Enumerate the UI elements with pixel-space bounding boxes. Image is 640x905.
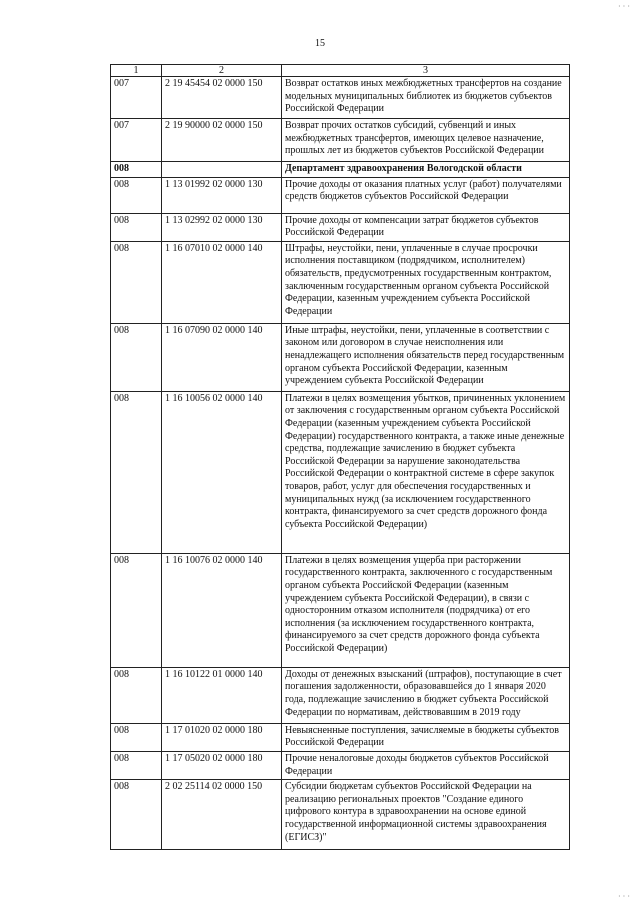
page-number: 15 xyxy=(315,38,325,49)
table-header-row xyxy=(111,65,570,77)
table-row xyxy=(111,177,570,213)
corner-mark-bottom: · · · xyxy=(618,892,630,901)
budget-codes-table xyxy=(110,64,570,850)
revenue-code xyxy=(162,162,282,178)
admin-code: 008 xyxy=(111,751,162,779)
revenue-code: 1 17 05020 02 0000 180 xyxy=(162,751,282,779)
admin-code: 008 xyxy=(111,391,162,553)
table-row xyxy=(111,723,570,751)
revenue-description: Иные штрафы, неустойки, пени, уплаченные в соответствии с законом или договором в случае неисполнения или ненадлежащего исполнения обязательств перед государственным органом субъекта Российской Федерации, казенным учреждением субъекта Российской Федерации xyxy=(282,323,570,391)
header-col-3: 3 xyxy=(282,65,570,77)
revenue-description: Невыясненные поступления, зачисляемые в бюджеты субъектов Российской Федерации xyxy=(282,723,570,751)
revenue-description: Прочие неналоговые доходы бюджетов субъектов Российской Федерации xyxy=(282,751,570,779)
admin-code: 008 xyxy=(111,241,162,323)
admin-code: 008 xyxy=(111,553,162,667)
table-row xyxy=(111,77,570,119)
revenue-description: Субсидии бюджетам субъектов Российской Федерации на реализацию региональных проектов "Создание единого цифрового контура в здравоохранении на основе единой государственной информационной системы здравоохранения (ЕГИСЗ)" xyxy=(282,780,570,850)
revenue-description: Возврат остатков иных межбюджетных трансфертов на создание модельных муниципальных библиотек из бюджетов субъектов Российской Федерации xyxy=(282,77,570,119)
revenue-code: 1 13 01992 02 0000 130 xyxy=(162,177,282,213)
revenue-description: Доходы от денежных взысканий (штрафов), поступающие в счет погашения задолженности, образовавшейся до 1 января 2020 года, подлежащие зачислению в бюджет субъекта Российской Федерации по нормативам, действовавшим в 2019 году xyxy=(282,667,570,723)
table-row xyxy=(111,241,570,323)
table-row xyxy=(111,780,570,850)
table-row xyxy=(111,213,570,241)
table-row xyxy=(111,323,570,391)
table-row xyxy=(111,667,570,723)
table-row xyxy=(111,119,570,162)
table-row xyxy=(111,391,570,553)
header-col-1: 1 xyxy=(111,65,162,77)
admin-code: 008 xyxy=(111,177,162,213)
revenue-description: Штрафы, неустойки, пени, уплаченные в случае просрочки исполнения поставщиком (подрядчиком, исполнителем) обязательств, предусмотренных государственным контрактом, заключенным государственным органом субъекта Российской Федерации, казенным учреждением субъекта Российской Федерации xyxy=(282,241,570,323)
admin-code: 008 xyxy=(111,667,162,723)
revenue-code: 1 16 07010 02 0000 140 xyxy=(162,241,282,323)
section-row xyxy=(111,162,570,178)
revenue-code: 1 13 02992 02 0000 130 xyxy=(162,213,282,241)
revenue-code: 2 02 25114 02 0000 150 xyxy=(162,780,282,850)
revenue-code: 1 16 10056 02 0000 140 xyxy=(162,391,282,553)
table-row xyxy=(111,553,570,667)
revenue-description: Прочие доходы от оказания платных услуг (работ) получателями средств бюджетов субъектов Российской Федерации xyxy=(282,177,570,213)
admin-code: 008 xyxy=(111,162,162,178)
section-title: Департамент здравоохранения Вологодской области xyxy=(282,162,570,178)
header-col-2: 2 xyxy=(162,65,282,77)
revenue-description: Платежи в целях возмещения ущерба при расторжении государственного контракта, заключенного с государственным органом субъекта Российской Федерации (казенным учреждением субъекта Российской Федерации), в связи с односторонним отказом исполнителя (подрядчика) от его исполнения (за исключением государственного контракта, финансируемого за счет средств дорожного фонда субъекта Российской Федерации) xyxy=(282,553,570,667)
admin-code: 008 xyxy=(111,723,162,751)
table-row xyxy=(111,751,570,779)
revenue-description: Возврат прочих остатков субсидий, субвенций и иных межбюджетных трансфертов, имеющих целевое назначение, прошлых лет из бюджетов субъектов Российской Федерации xyxy=(282,119,570,162)
admin-code: 007 xyxy=(111,77,162,119)
admin-code: 008 xyxy=(111,323,162,391)
revenue-code: 1 16 07090 02 0000 140 xyxy=(162,323,282,391)
revenue-code: 2 19 90000 02 0000 150 xyxy=(162,119,282,162)
admin-code: 008 xyxy=(111,213,162,241)
corner-mark-top: · · · xyxy=(618,2,630,11)
revenue-code: 1 16 10122 01 0000 140 xyxy=(162,667,282,723)
admin-code: 007 xyxy=(111,119,162,162)
revenue-code: 1 17 01020 02 0000 180 xyxy=(162,723,282,751)
admin-code: 008 xyxy=(111,780,162,850)
revenue-description: Прочие доходы от компенсации затрат бюджетов субъектов Российской Федерации xyxy=(282,213,570,241)
revenue-code: 1 16 10076 02 0000 140 xyxy=(162,553,282,667)
revenue-description: Платежи в целях возмещения убытков, причиненных уклонением от заключения с государственным органом субъекта Российской Федерации (казенным учреждением субъекта Российской Федерации) государственного контракта, а также иные денежные средства, подлежащие зачислению в бюджет субъекта Российской Федерации за нарушение законодательства Российской Федерации о контрактной системе в сфере закупок товаров, работ, услуг для обеспечения государственных и муниципальных нужд (за исключением государственного контракта, финансируемого за счет средств дорожного фонда субъекта Российской Федерации) xyxy=(282,391,570,553)
revenue-code: 2 19 45454 02 0000 150 xyxy=(162,77,282,119)
